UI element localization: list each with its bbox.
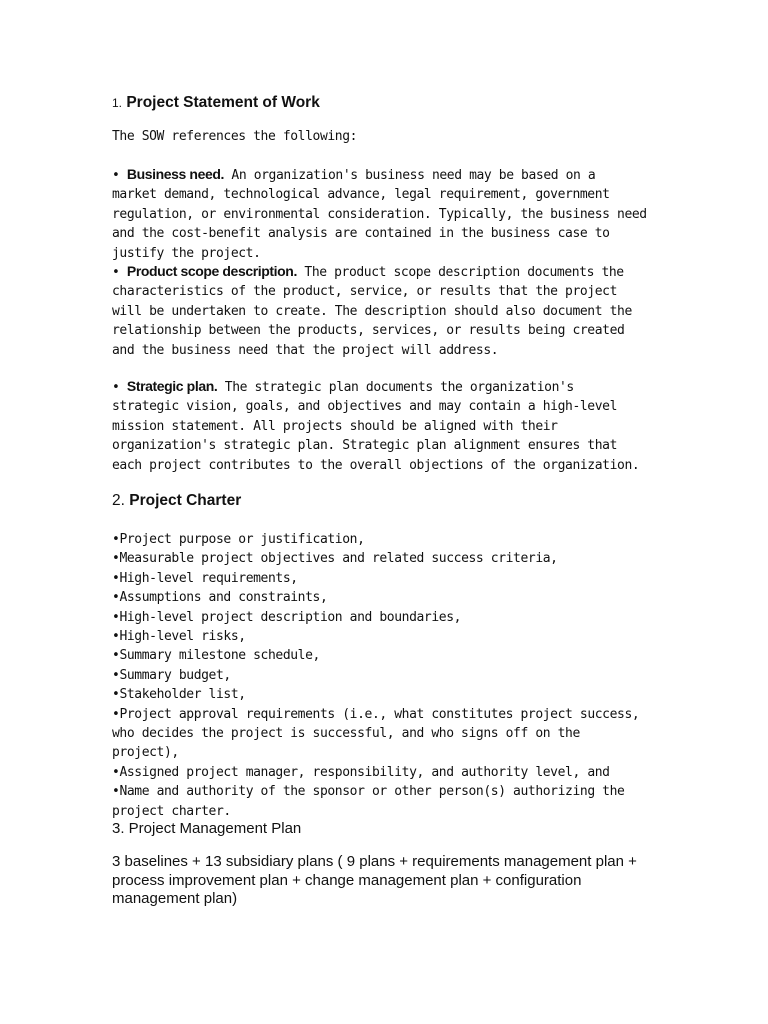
sow-item-text: The strategic plan documents the organization's strategic vision, goals, and objectives and may contain a high-level mission statement. All projects should be aligned with their organization's strategic plan. Strategic plan alignment ensures that each project contributes to the overall objections of the organization. (112, 380, 640, 473)
bullet: • (112, 168, 120, 183)
sow-item-label: Business need. (126, 166, 224, 182)
list-item: •Summary budget, (112, 667, 231, 683)
sow-item-text: The product scope description documents the characteristics of the product, service, or results that the project will be undertaken to create. The description should also document the relationship between the products, services, or results being created and the business need that the project will address. (112, 265, 632, 358)
bullet: • (112, 265, 120, 280)
list-item: •Project approval requirements (i.e., what constitutes project success, who decides the project is successful, and who signs off on the project), (112, 706, 640, 761)
list-item: •Assigned project manager, responsibility, and authority level, and (112, 764, 610, 780)
list-item: •Project purpose or justification, (112, 532, 365, 547)
list-item: •High-level risks, (112, 629, 246, 645)
sow-item-strategic-plan (112, 377, 647, 475)
charter-list (112, 530, 647, 821)
list-item: •High-level requirements, (112, 570, 298, 586)
sow-intro: The SOW references the following: (112, 129, 358, 144)
list-item: •Measurable project objectives and related success criteria, (112, 551, 558, 567)
pmp-text: 3 baselines + 13 subsidiary plans ( 9 plans + requirements management plan + process improvement plan + change management plan + configuration management plan) (112, 853, 637, 907)
sow-item-business-need (112, 165, 647, 263)
pmp-heading: 3. Project Management Plan (112, 820, 302, 837)
sow-item-label: Strategic plan. (126, 378, 218, 394)
sow-item-product-scope (112, 262, 647, 360)
list-item: •Name and authority of the sponsor or other person(s) authorizing the project charter. (112, 784, 625, 819)
charter-heading: 2. Project Charter (112, 492, 242, 509)
list-item: •Summary milestone schedule, (112, 648, 320, 664)
sow-heading: 1. Project Statement of Work (112, 94, 320, 111)
bullet: • (112, 380, 120, 395)
list-item: •Stakeholder list, (112, 687, 246, 703)
sow-item-label: Product scope description. (126, 263, 297, 279)
list-item: •Assumptions and constraints, (112, 590, 328, 606)
list-item: •High-level project description and boundaries, (112, 609, 462, 625)
sow-item-text: An organization's business need may be based on a market demand, technological advance, legal requirement, government regulation, or environmental consideration. Typically, the business need and the cost-benefit analysis are contained in the business case to justify the project. (112, 168, 647, 261)
